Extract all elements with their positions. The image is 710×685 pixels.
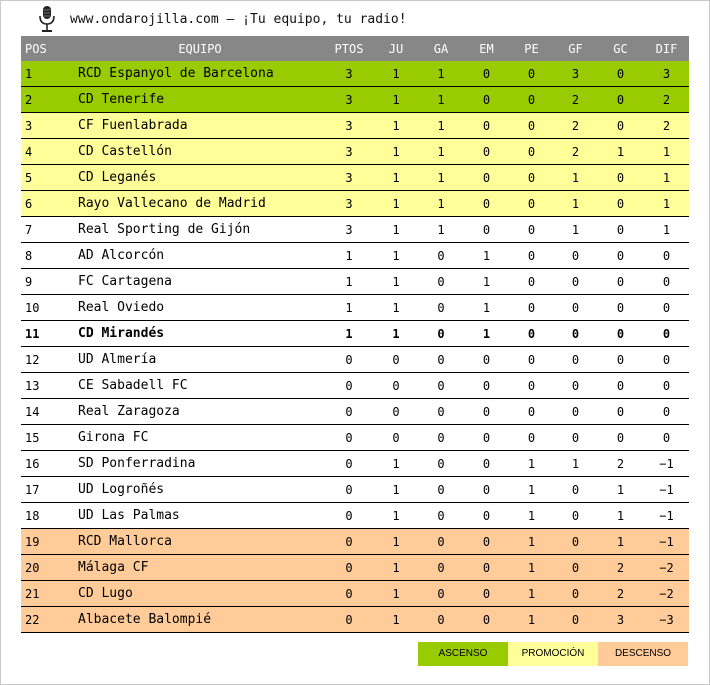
cell-ptos: 0 [324,581,374,607]
cell-dif: 2 [644,87,689,113]
cell-ptos: 1 [324,295,374,321]
cell-em: 0 [464,477,509,503]
cell-gf: 0 [554,555,597,581]
cell-ju: 1 [374,321,418,347]
cell-ptos: 3 [324,191,374,217]
cell-pos: 16 [21,451,76,477]
cell-dif: −3 [644,607,689,633]
cell-pos: 11 [21,321,76,347]
cell-pe: 0 [509,191,554,217]
cell-pos: 8 [21,243,76,269]
cell-team: SD Ponferradina [76,451,324,477]
col-header-em: EM [479,41,494,56]
cell-ga: 1 [418,165,464,191]
col-header-pos: POS [25,41,47,56]
cell-ga: 1 [418,61,464,87]
cell-ga: 0 [418,555,464,581]
cell-gc: 0 [597,321,644,347]
cell-ga: 0 [418,607,464,633]
site-tagline: www.ondarojilla.com – ¡Tu equipo, tu radio! [70,11,407,27]
cell-team: Málaga CF [76,555,324,581]
cell-gc: 0 [597,243,644,269]
table-row [21,87,689,113]
cell-dif: 3 [644,61,689,87]
cell-gf: 0 [554,581,597,607]
cell-ga: 0 [418,373,464,399]
cell-ju: 1 [374,555,418,581]
cell-gc: 0 [597,399,644,425]
cell-ptos: 0 [324,503,374,529]
cell-dif: −2 [644,555,689,581]
cell-gc: 2 [597,451,644,477]
cell-pos: 20 [21,555,76,581]
cell-ju: 0 [374,373,418,399]
cell-pe: 0 [509,139,554,165]
cell-ptos: 0 [324,529,374,555]
cell-dif: 0 [644,269,689,295]
cell-pos: 22 [21,607,76,633]
cell-ju: 1 [374,529,418,555]
cell-em: 0 [464,139,509,165]
cell-em: 1 [464,243,509,269]
cell-gf: 0 [554,399,597,425]
cell-ju: 1 [374,87,418,113]
col-header-ga: GA [433,41,449,56]
cell-em: 0 [464,581,509,607]
cell-pos: 4 [21,139,76,165]
cell-pos: 10 [21,295,76,321]
cell-ptos: 1 [324,321,374,347]
cell-team: UD Las Palmas [76,503,324,529]
cell-team: CD Castellón [76,139,324,165]
cell-ptos: 3 [324,61,374,87]
cell-dif: −1 [644,529,689,555]
cell-gc: 0 [597,269,644,295]
cell-pe: 0 [509,321,554,347]
cell-gc: 1 [597,503,644,529]
cell-pe: 1 [509,451,554,477]
cell-gc: 0 [597,113,644,139]
cell-gc: 0 [597,295,644,321]
cell-em: 0 [464,373,509,399]
cell-gf: 2 [554,139,597,165]
cell-team: RCD Espanyol de Barcelona [76,61,324,87]
cell-pe: 0 [509,217,554,243]
cell-team: Real Oviedo [76,295,324,321]
cell-ga: 1 [418,87,464,113]
cell-ju: 1 [374,113,418,139]
table-row [21,321,689,347]
cell-gf: 1 [554,217,597,243]
cell-ju: 1 [374,217,418,243]
cell-pe: 1 [509,607,554,633]
cell-gc: 3 [597,607,644,633]
cell-ga: 0 [418,347,464,373]
cell-ju: 1 [374,61,418,87]
col-header-ptos: PTOS [334,41,364,56]
cell-team: CD Tenerife [76,87,324,113]
cell-pe: 0 [509,269,554,295]
cell-ptos: 0 [324,399,374,425]
cell-team: CF Fuenlabrada [76,113,324,139]
table-row [21,529,689,555]
legend-descenso: DESCENSO [598,642,688,666]
cell-ptos: 0 [324,607,374,633]
cell-ga: 0 [418,295,464,321]
cell-pe: 0 [509,373,554,399]
cell-pe: 0 [509,425,554,451]
cell-pos: 19 [21,529,76,555]
cell-ga: 1 [418,139,464,165]
table-row [21,607,689,633]
cell-gf: 2 [554,87,597,113]
cell-ptos: 0 [324,451,374,477]
cell-em: 0 [464,87,509,113]
table-row [21,113,689,139]
cell-dif: 1 [644,165,689,191]
cell-team: CD Leganés [76,165,324,191]
cell-ga: 0 [418,269,464,295]
cell-gc: 2 [597,581,644,607]
cell-gc: 1 [597,139,644,165]
cell-ju: 1 [374,295,418,321]
cell-ptos: 0 [324,373,374,399]
cell-pos: 17 [21,477,76,503]
cell-ga: 0 [418,321,464,347]
cell-pe: 0 [509,113,554,139]
table-row [21,61,689,87]
cell-gf: 0 [554,529,597,555]
cell-ju: 1 [374,607,418,633]
cell-gc: 1 [597,529,644,555]
cell-em: 0 [464,451,509,477]
cell-team: CD Lugo [76,581,324,607]
cell-ptos: 1 [324,243,374,269]
col-header-gf: GF [568,41,583,56]
cell-dif: 0 [644,425,689,451]
cell-ga: 0 [418,425,464,451]
cell-gc: 0 [597,87,644,113]
table-row [21,295,689,321]
cell-ju: 1 [374,191,418,217]
cell-gf: 0 [554,373,597,399]
cell-pe: 1 [509,503,554,529]
cell-pos: 14 [21,399,76,425]
cell-ju: 0 [374,399,418,425]
table-row [21,243,689,269]
cell-gf: 0 [554,503,597,529]
cell-ptos: 3 [324,165,374,191]
cell-em: 0 [464,113,509,139]
cell-team: UD Logroñés [76,477,324,503]
table-row [21,191,689,217]
standings-body [21,61,689,633]
table-row [21,139,689,165]
cell-team: CD Mirandés [76,321,324,347]
cell-gf: 0 [554,243,597,269]
cell-em: 0 [464,529,509,555]
cell-dif: 1 [644,139,689,165]
cell-dif: 0 [644,399,689,425]
cell-ga: 0 [418,243,464,269]
table-row [21,165,689,191]
cell-gc: 0 [597,165,644,191]
cell-em: 0 [464,425,509,451]
cell-dif: −1 [644,503,689,529]
table-row [21,399,689,425]
cell-team: FC Cartagena [76,269,324,295]
cell-gc: 0 [597,373,644,399]
cell-pe: 0 [509,399,554,425]
cell-ptos: 3 [324,139,374,165]
cell-gc: 0 [597,191,644,217]
cell-ptos: 3 [324,217,374,243]
microphone-icon [38,5,56,33]
cell-team: RCD Mallorca [76,529,324,555]
cell-dif: −1 [644,451,689,477]
cell-gc: 0 [597,217,644,243]
cell-em: 0 [464,347,509,373]
cell-gf: 1 [554,451,597,477]
table-header-row [21,36,689,61]
cell-pos: 7 [21,217,76,243]
cell-pos: 18 [21,503,76,529]
legend-ascenso: ASCENSO [418,642,508,666]
table-row [21,503,689,529]
cell-gf: 0 [554,425,597,451]
cell-pos: 9 [21,269,76,295]
cell-em: 1 [464,321,509,347]
cell-dif: 2 [644,113,689,139]
cell-pe: 0 [509,295,554,321]
cell-ga: 0 [418,477,464,503]
cell-pos: 15 [21,425,76,451]
cell-gf: 2 [554,113,597,139]
cell-gf: 0 [554,321,597,347]
cell-pe: 1 [509,477,554,503]
cell-gc: 1 [597,477,644,503]
cell-gf: 0 [554,347,597,373]
cell-pe: 0 [509,165,554,191]
cell-dif: 1 [644,217,689,243]
legend-promocion: PROMOCIÓN [508,642,598,666]
cell-dif: −1 [644,477,689,503]
cell-ptos: 1 [324,269,374,295]
cell-gf: 0 [554,607,597,633]
cell-ptos: 0 [324,555,374,581]
cell-ju: 0 [374,347,418,373]
col-header-equipo: EQUIPO [178,41,222,56]
table-row [21,425,689,451]
cell-em: 0 [464,191,509,217]
cell-ptos: 3 [324,113,374,139]
cell-pe: 0 [509,243,554,269]
cell-em: 1 [464,295,509,321]
cell-em: 0 [464,503,509,529]
cell-gc: 0 [597,61,644,87]
col-header-dif: DIF [655,41,678,56]
cell-ju: 1 [374,503,418,529]
cell-pos: 12 [21,347,76,373]
cell-pos: 1 [21,61,76,87]
cell-gf: 1 [554,165,597,191]
cell-pe: 0 [509,87,554,113]
cell-team: Rayo Vallecano de Madrid [76,191,324,217]
table-row [21,269,689,295]
cell-dif: 0 [644,347,689,373]
cell-pe: 1 [509,555,554,581]
cell-ga: 0 [418,399,464,425]
cell-em: 0 [464,165,509,191]
cell-gf: 0 [554,269,597,295]
cell-ju: 1 [374,243,418,269]
cell-gc: 0 [597,425,644,451]
cell-ga: 0 [418,581,464,607]
cell-pos: 5 [21,165,76,191]
cell-team: AD Alcorcón [76,243,324,269]
table-row [21,477,689,503]
cell-ptos: 0 [324,477,374,503]
table-row [21,581,689,607]
cell-ga: 0 [418,529,464,555]
cell-dif: 0 [644,373,689,399]
table-row [21,217,689,243]
cell-dif: −2 [644,581,689,607]
cell-pos: 21 [21,581,76,607]
cell-ju: 1 [374,139,418,165]
table-row [21,347,689,373]
cell-pe: 0 [509,61,554,87]
cell-ptos: 3 [324,87,374,113]
table-row [21,451,689,477]
cell-ga: 1 [418,113,464,139]
cell-gf: 3 [554,61,597,87]
cell-ga: 0 [418,503,464,529]
cell-ju: 1 [374,477,418,503]
cell-gf: 0 [554,295,597,321]
cell-em: 0 [464,217,509,243]
cell-ju: 1 [374,581,418,607]
cell-em: 1 [464,269,509,295]
cell-team: Real Sporting de Gijón [76,217,324,243]
cell-pos: 13 [21,373,76,399]
cell-pe: 0 [509,347,554,373]
col-header-pe: PE [524,41,539,56]
cell-gc: 0 [597,347,644,373]
table-row [21,373,689,399]
cell-pos: 2 [21,87,76,113]
col-header-ju: JU [388,41,404,56]
cell-ga: 1 [418,191,464,217]
cell-gc: 2 [597,555,644,581]
cell-pe: 1 [509,581,554,607]
col-header-gc: GC [613,41,628,56]
cell-ju: 1 [374,451,418,477]
cell-ga: 0 [418,451,464,477]
cell-ga: 1 [418,217,464,243]
cell-em: 0 [464,607,509,633]
site-header [38,4,407,34]
cell-em: 0 [464,399,509,425]
standings-table [21,36,689,633]
cell-ptos: 0 [324,347,374,373]
cell-ju: 1 [374,165,418,191]
table-row [21,555,689,581]
cell-team: UD Almería [76,347,324,373]
cell-team: Real Zaragoza [76,399,324,425]
cell-team: Girona FC [76,425,324,451]
cell-dif: 1 [644,191,689,217]
cell-pos: 6 [21,191,76,217]
cell-dif: 0 [644,295,689,321]
cell-pe: 1 [509,529,554,555]
cell-gf: 0 [554,477,597,503]
cell-dif: 0 [644,321,689,347]
cell-em: 0 [464,61,509,87]
cell-ptos: 0 [324,425,374,451]
cell-team: Albacete Balompié [76,607,324,633]
cell-ju: 0 [374,425,418,451]
cell-em: 0 [464,555,509,581]
zone-legend [418,642,688,666]
cell-pos: 3 [21,113,76,139]
cell-dif: 0 [644,243,689,269]
cell-gf: 1 [554,191,597,217]
cell-ju: 1 [374,269,418,295]
cell-team: CE Sabadell FC [76,373,324,399]
